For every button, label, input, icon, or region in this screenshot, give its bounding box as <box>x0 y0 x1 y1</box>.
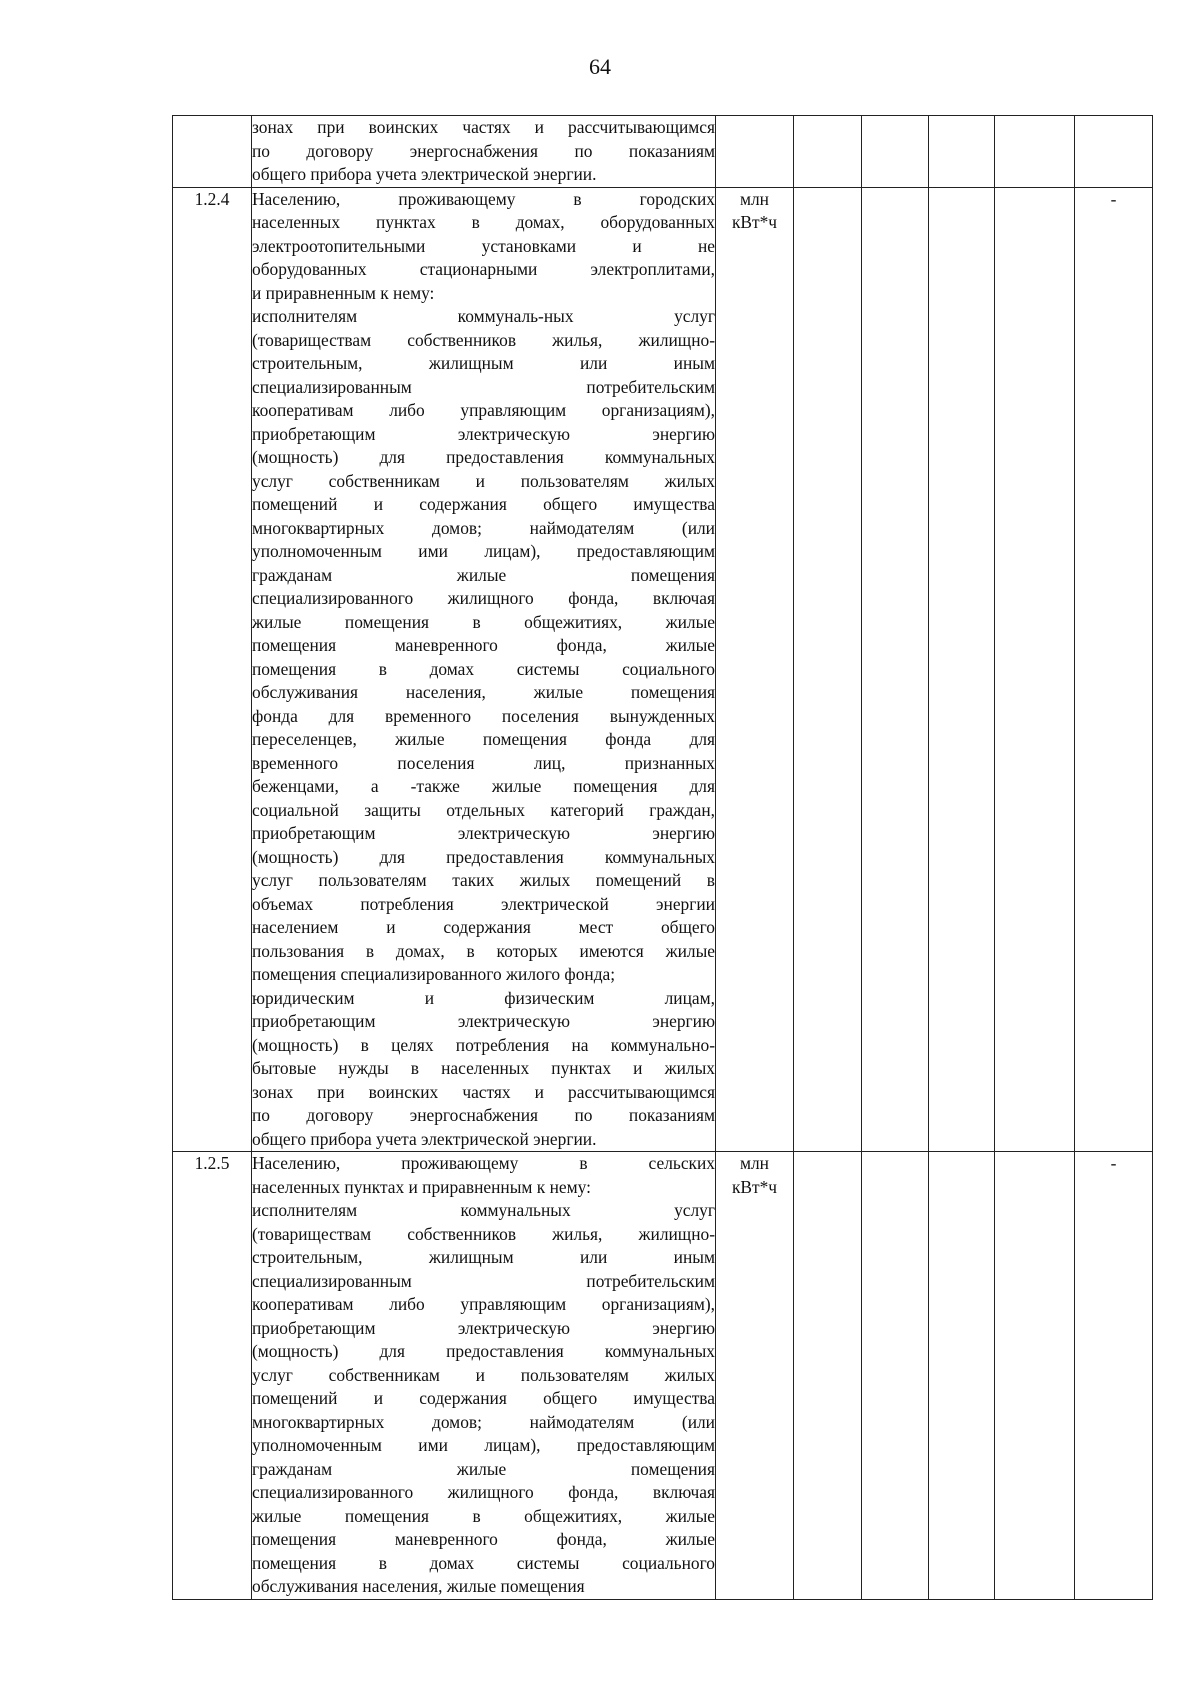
unit-cell <box>716 187 794 1152</box>
value-cell-last <box>1075 116 1153 188</box>
description-line: приобретающим электрическую энергию <box>252 423 715 444</box>
unit-label: млн <box>740 1153 769 1173</box>
description-cell <box>252 116 716 188</box>
row-number-cell: 1.2.5 <box>173 1152 252 1600</box>
description-line: общего прибора учета электрической энергии. <box>252 164 597 184</box>
description-line: многоквартирных домов; наймодателям (или <box>252 1411 715 1432</box>
description-line: уполномоченным ими лицам), предоставляющим <box>252 541 715 561</box>
description-line: фонда для временного поселения вынужденных <box>252 705 715 726</box>
value-cell <box>929 116 995 188</box>
description-line: услуг пользователям таких жилых помещений в <box>252 870 715 890</box>
description-line: специализированного жилищного фонда, включая <box>252 588 715 608</box>
description-line: временного поселения лиц, признанных <box>252 752 715 773</box>
unit-cell <box>716 116 794 188</box>
description-line: приобретающим электрическую энергию <box>252 1317 715 1338</box>
description-line: Населению, проживающему в сельских <box>252 1153 715 1173</box>
description-line: юридическим и физическим лицам, <box>252 987 715 1008</box>
page-number: 64 <box>589 54 611 79</box>
description-line: гражданам жилые помещения <box>252 564 715 585</box>
description-cell <box>252 1152 716 1600</box>
description-line: пользования в домах, в которых имеются жилые <box>252 940 715 961</box>
description-line: помещения маневренного фонда, жилые <box>252 635 715 655</box>
description-line: социальной защиты отдельных категорий граждан, <box>252 799 715 820</box>
description-line: (товариществам собственников жилья, жилищно- <box>252 329 715 350</box>
description-cell <box>252 187 716 1152</box>
value-cell <box>862 116 929 188</box>
tariff-table <box>172 115 1153 1600</box>
table-row <box>173 116 1153 188</box>
description-line: общего прибора учета электрической энергии. <box>252 1128 597 1149</box>
description-line: услуг собственникам и пользователям жилых <box>252 470 715 491</box>
description-line: специализированным потребительским <box>252 1270 715 1291</box>
value-cell <box>929 1152 995 1600</box>
description-line: помещения маневренного фонда, жилые <box>252 1529 715 1549</box>
description-line: зонах при воинских частях и рассчитывающимся <box>252 117 715 137</box>
description-line: (мощность) для предоставления коммунальных <box>252 846 715 867</box>
description-line: зонах при воинских частях и рассчитывающимся <box>252 1081 715 1102</box>
description-line: строительным, жилищным или иным <box>252 1247 715 1267</box>
table-row <box>173 1152 1153 1600</box>
description-line: гражданам жилые помещения <box>252 1458 715 1479</box>
unit-label: кВт*ч <box>731 1176 778 1197</box>
description-line: жилые помещения в общежитиях, жилые <box>252 611 715 632</box>
value-cell <box>794 187 862 1152</box>
description-line: обслуживания населения, жилые помещения <box>252 682 715 702</box>
row-number-cell <box>173 116 252 188</box>
value-cell <box>929 187 995 1152</box>
description-line: многоквартирных домов; наймодателям (или <box>252 517 715 538</box>
description-line: исполнителям коммунальных услуг <box>252 1200 715 1220</box>
description-line: Населению, проживающему в городских <box>252 188 715 209</box>
unit-label: кВт*ч <box>731 212 778 232</box>
value-cell <box>862 1152 929 1600</box>
description-line: кооперативам либо управляющим организациям), <box>252 400 715 420</box>
value-cell <box>794 116 862 188</box>
value-cell <box>995 187 1075 1152</box>
value-cell <box>995 116 1075 188</box>
description-line: помещения специализированного жилого фонда; <box>252 964 616 984</box>
unit-label: млн <box>740 188 769 209</box>
description-line: населением и содержания мест общего <box>252 917 715 937</box>
description-line: и приравненным к нему: <box>252 282 435 303</box>
value-cell <box>794 1152 862 1600</box>
description-line: переселенцев, жилые помещения фонда для <box>252 729 715 749</box>
description-line: помещения в домах системы социального <box>252 1552 715 1573</box>
description-line: населенных пунктах и приравненным к нему: <box>252 1176 591 1197</box>
description-line: исполнителям коммуналь-ных услуг <box>252 306 715 326</box>
description-line: обслуживания населения, жилые помещения <box>252 1576 585 1596</box>
description-line: (мощность) для предоставления коммунальных <box>252 1341 715 1361</box>
description-line: оборудованных стационарными электроплитами, <box>252 259 715 279</box>
description-line: специализированного жилищного фонда, включая <box>252 1482 715 1502</box>
value-cell <box>995 1152 1075 1600</box>
table-body <box>173 116 1153 1600</box>
description-line: населенных пунктах в домах, оборудованных <box>252 212 715 232</box>
description-line: кооперативам либо управляющим организациям), <box>252 1294 715 1314</box>
description-line: по договору энергоснабжения по показаниям <box>252 1105 715 1125</box>
description-line: беженцами, а -также жилые помещения для <box>252 776 715 796</box>
description-line: объемах потребления электрической энергии <box>252 893 715 914</box>
description-line: помещений и содержания общего имущества <box>252 494 715 514</box>
row-number-cell: 1.2.4 <box>173 187 252 1152</box>
description-line: строительным, жилищным или иным <box>252 353 715 373</box>
value-cell-last: - <box>1075 187 1153 1152</box>
description-line: услуг собственникам и пользователям жилых <box>252 1364 715 1385</box>
description-line: бытовые нужды в населенных пунктах и жилых <box>252 1058 715 1078</box>
description-line: помещений и содержания общего имущества <box>252 1388 715 1408</box>
description-line: уполномоченным ими лицам), предоставляющим <box>252 1435 715 1455</box>
description-line: жилые помещения в общежитиях, жилые <box>252 1505 715 1526</box>
value-cell <box>862 187 929 1152</box>
description-line: (товариществам собственников жилья, жилищно- <box>252 1223 715 1244</box>
description-line: (мощность) в целях потребления на коммунально- <box>252 1034 715 1055</box>
unit-cell <box>716 1152 794 1600</box>
description-line: приобретающим электрическую энергию <box>252 1011 715 1031</box>
description-line: помещения в домах системы социального <box>252 658 715 679</box>
description-line: приобретающим электрическую энергию <box>252 823 715 843</box>
description-line: электроотопительными установками и не <box>252 235 715 256</box>
description-line: специализированным потребительским <box>252 376 715 397</box>
table-row <box>173 187 1153 1152</box>
description-line: по договору энергоснабжения по показаниям <box>252 140 715 161</box>
value-cell-last: - <box>1075 1152 1153 1600</box>
description-line: (мощность) для предоставления коммунальных <box>252 447 715 467</box>
